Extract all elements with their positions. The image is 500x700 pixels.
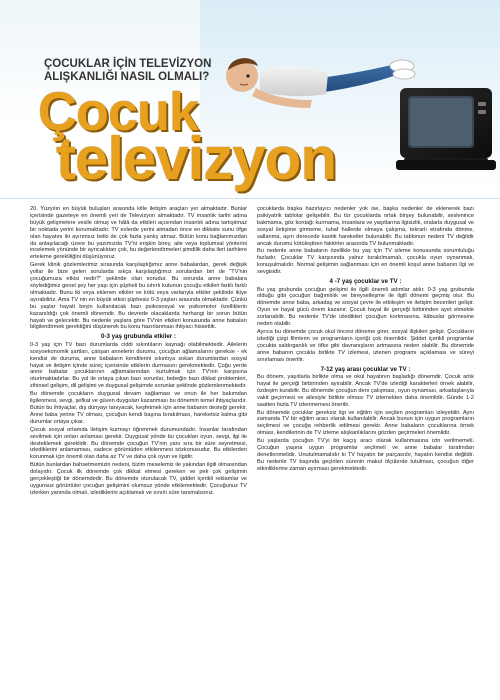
body-paragraph: Çocuk sosyal ortamda iletişim kurmayı öğrenmek durumundadır. İnsanlar tarafından sevilmek için onları anlaması gerekir. Duygusal yönde bu çocukları oyun, sevgi, ilgi ile desteklemek gereklidir. Bu dönemde çocuğun TV'nin yanı sıra bir süre seyretmesi, izlediklerini anlamaması, sadece görüntüden etkilenmesi sözkonusudur. Bu etkilerden korunmak için önemli olan daha az TV ve daha çok oyun ve ilgidir. [30, 426, 247, 461]
header-divider [0, 198, 500, 199]
body-paragraph: Bu dönemde çocukların duygusal devam sağlaması ve onun ile her bakımdan ilgilenmesi, sevgi, şefkat ve güven duyguları kazanması bu dönemin temel ihtiyaçlarıdır. Bütün bu ihtiyaçlar, dış dünyayı tanıyacak, keşfetmek için anne babanın desteği gerekir. Anne baba yerine TV olması, çocuğun kendi başına bırakılması, hareketsiz kalma gibi durumlar ortaya çıkar. [30, 391, 247, 425]
text-column-left [30, 206, 247, 690]
body-paragraph: Bu dönemde çocuklar gereksiz ilgi ve eğitim için seçilen programları izleyebilir. Aynı zamanda TV bir eğitim aracı olarak kullanılabilir. Ancak bunun için uygun programların seçilmesi ve çocuğa rehberlik edilmesi gerekir. Anne babaların çocuklarına örnek olması, kendilerinin de TV izleme alışkanlıklarını gözden geçirmeleri önemlidir. [257, 409, 474, 437]
body-paragraph: Ayrıca bu dönemde çocuk okul öncesi döneme girer, sosyal ilişkileri gelişir. Çocukların izlediği çizgi filmlerin ve programların içeriği çok önemlidir. Şiddet içerikli programlar çocukta saldırganlık ve öfke gibi davranışların artmasına neden olabilir. Bu dönemde anne babanın çocukla birlikte TV izlemesi, izlenen programı açıklaması ve süreyi sınırlaması önerilir. [257, 329, 474, 363]
body-paragraph: çocuklarda başka hazırlayıcı nedenler yok ise, başka nedenler de eklenerek bazı psikiyatrik tablolar gelişebilir. Bu tür çocuklarda ortak birşey bulunabilir, seslenince bakmama, göz kontağı kurmama, insanlara ve yaşıtlarına ilgisizlik, oralarla duygusal ve sosyal iletişime girmeme, tuhaf hallerde olmaya çalışma, tekrarlı etrafında dönme, sallanma, aşırı derecede kaotik hareketler bulunabilir. Bu tablonun nedeni TV değildir ancak durumu kötüleştiren faktörler arasında TV bulunmaktadır. [257, 206, 474, 247]
article-body [30, 206, 474, 690]
body-paragraph: Bu dönem, yaşıtlarla birlikte olma ve okul hayatının başladığı dönemdir. Çocuk artık hayal ile gerçeği birbirinden ayırabilir. Ancak TV'de izlediği karakterleri örnek alabilir, özdeşim kurabilir. Bu dönemde çocuğun ders çalışması, oyun oynaması, arkadaşlarıyla vakit geçirmesi ve ailesiyle birlikte olması TV izlemekten daha önemlidir. Günde 1-2 saatten fazla TV izlenmemesi önerilir. [257, 374, 474, 408]
body-paragraph: Bu yaş grubunda çocuğun gelişimi ile ilgili önemli adımlar atılır. 0-3 yaş grubunda olduğu gibi çocuğun bağımlılık ve bireyselleşme ile ilgili dönemi geçmiş olur. Bu dönemde anne baba, arkadaş ve sosyal çevre ile etkileşim ve iletişim becerileri gelişir. Oyun ve hayal gücü önem kazanır. Çocuk hayal ile gerçeği birbirinden ayırt etmekte zorlanabilir. Bu nedenle TV'de izledikleri çocuğun korkmasına, kâbuslar görmesine neden olabilir. [257, 286, 474, 328]
section-subheading: 4 -7 yaş çocuklar ve TV : [329, 278, 402, 286]
body-paragraph: Bu yaşlarda çocuğun TV'yi bir kaçış aracı olarak kullanmasına izin verilmemeli. Çocuğun yaşına uygun programlar seçilmeli ve anne babalar tarafından denetlenmelidir. Unutulmamalıdır ki TV hayatın bir parçasıdır, hayatın kendisi değildir. Bu nedenle TV başında geçirilen sürenin makul ölçülerde tutulması, çocuğun diğer etkinliklerine zaman ayırması gerekmektedir. [257, 438, 474, 472]
body-paragraph: Gerek klinik gözlemlerimiz sırasında karşılaştığımız anne babalardan, gerek değişik yollar ile bize gelen sorularda sıkça karşılaştığımız sorulardan biri de "TV'nin çocuğumuza etkisi nedir?" şeklinde olan sorudur. Bu sorunda anne babalara söylediğimiz genel şey her yaşı için şüpheli bu sıhırlı kutunun çocuğu etkileri farklı farklı olmaktadır. Bunu iki veya eklenen etkiler ve kötü veya varlarıyla etkiler şeklinde ikiye ayırabiliriz. Ama TV nin en büyük etkisi şüphesiz 0-3 yaşları arasında olmaktadır. Çünkü bu yaşlar hayati beyin kullanılacak bazı psikososyal ve psikomotor özelliklerin kazanıldığı çok önemli dönemdir. Bu devrede olacaklarda herhangi bir sorun bütün hayatı ve gelecektir. Bu nedenle yaşlara göre TV'nin etkileri konusunda anne babaları bilgilendirmek gerektiğini düşünerek bu konu hazırlanması ihtiyacı hissettik. [30, 262, 247, 331]
section-subheading: 7-12 yaş arası çocuklar ve TV : [320, 365, 411, 373]
body-paragraph: 20. Yüzyılın en büyük buluşları arasında kitle iletişim araçları yer almaktadır. Bunlar içerisinde gazeteye en önemli yeri de Televizyon almaktadır. TV insanlık tarihi adına büyük gelişmelere vesile olmuş ve hâlâ da etkileri açısından insanlık adına tartışılmaz bir noktada yerini korumaktadır. TV evlerde yerini almadan önce en dikkate sunu öfge olan hayatını iki ayırımsız belki de çok fazla yanlış atmaz. Bütün konu bağlanımızdan da anlaşılacağı üzere bu yazımızda TV'ni erişkin birey, aile veya toplumsal yönlerini incelemek yönünde bir ayrıcalıktan çok, bu değerlendirmeleri şimdilik daha ileri tarihlere erteleme gerekliliğini düşünüyoruz. [30, 206, 247, 261]
article-title-word-1: Çocuk [38, 82, 199, 142]
body-paragraph: Bütün bunlardan bahsetmemizin nedeni, bizim meselemiz ile yakından ilgili olmasından dolayıdır. Çocuk ilk dönemde çok dikkat etmesi gereken ve pek çok gelişimin gerçekleştiği bir dönemdedir. Bu dönemde oturulacak TV, şiddet içerikli reklamlar ve uygunsuz görüntüler çocuğun gelişimini olumsuz yönde etkilemektedir. Çocuğunuz TV izlerken yanında olmalı, izlediklerini açıklamalı ve sınırlı süre tanımalısınız. [30, 462, 247, 496]
text-column-right [257, 206, 474, 690]
body-paragraph: Bu nedenle anne babaların özellikle bu yaş için TV izleme konusunda sorumluluğu fazladır. Çocuklar TV karşısında yalnız bırakılmamalı, çocukla oyun oynanmalı, konuşulmalıdır. Normal gelişimin sağlanması için en önemli koşul anne babanın ilgi ve sevgisidir. [257, 248, 474, 276]
body-paragraph: 0-3 yaş için TV bazı durumlarda ciddi sıkıntıların kaynağı olabilmektedir. Ailelerin sosyoekonomik şartları, çalışan annelerin durumu, çocuğun ağlamalarını gerekse - ek kendisi de duruma, anne babaların kendilerini sıkıntıya sokan durumlardan sosyal hayat ve iletişim içinde süreç içerisinde etkilerin durmasını gerekmektedir. Çoğu yerde anne babalar çocuklarının ağlamalarından kurtulmak için TV'nin karşısına oturtmaktadırlar. Bu yol ile ortaya çıkan bazı sorunlar, bebeğin bazı dikkat problemleri, zihinsel gelişim, dil gelişimi ve duygusal gelişimde sorunlar şeklinde gözlemlenmektedir. [30, 341, 247, 390]
section-subheading: 0-3 yaş grubunda etkiler : [101, 333, 176, 341]
article-title-word-2: televizyon [56, 125, 337, 192]
article-kicker: ÇOCUKLAR İÇİN TELEVİZYON ALIŞKANLIĞI NASIL OLMALI? [44, 58, 212, 83]
